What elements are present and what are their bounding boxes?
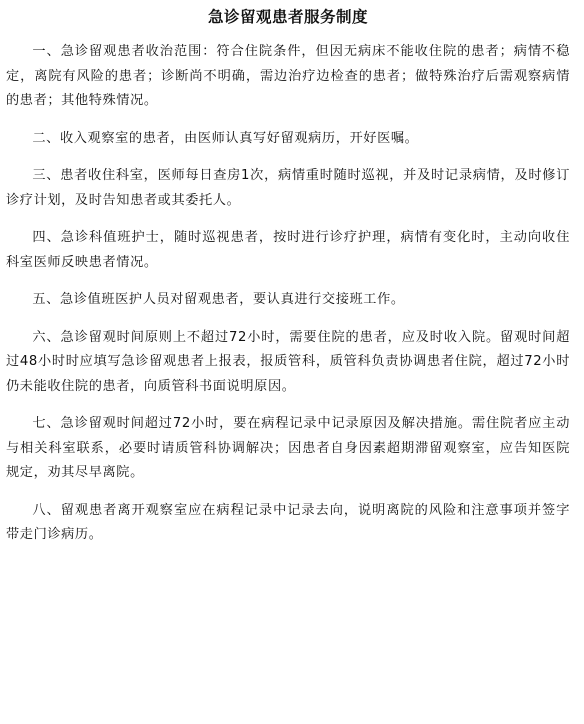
paragraph-scope: 一、急诊留观患者收治范围：符合住院条件，但因无病床不能收住院的患者；病情不稳定，离院有风险的患者；诊断尚不明确，需边治疗边检查的患者；做特殊治疗后需观察病情的患者；其他特殊情况。 xyxy=(6,44,570,108)
paragraph-admission-record: 二、收入观察室的患者，由医师认真写好留观病历，开好医嘱。 xyxy=(32,130,419,146)
paragraph-overstay: 七、急诊留观时间超过72小时，要在病程记录中记录原因及解决措施。需住院者应主动与相关科室联系，必要时请质管科协调解决；因患者自身因素超期滞留观察室，应告知医院规定，劝其尽早离院。 xyxy=(6,416,570,480)
paragraph-nurse-duty: 四、急诊科值班护士，随时巡视患者，按时进行诊疗护理，病情有变化时，主动向收住科室医师反映患者情况。 xyxy=(6,230,570,270)
paragraph-time-limit: 六、急诊留观时间原则上不超过72小时，需要住院的患者，应及时收入院。留观时间超过48小时时应填写急诊留观患者上报表，报质管科，质管科负责协调患者住院，超过72小时仍未能收住院的患者，向质管科书面说明原因。 xyxy=(6,329,570,394)
paragraph-handover: 五、急诊值班医护人员对留观患者，要认真进行交接班工作。 xyxy=(32,292,405,307)
paragraph-discharge: 八、留观患者离开观察室应在病程记录中记录去向，说明离院的风险和注意事项并签字带走门诊病历。 xyxy=(6,502,570,542)
document-title: 急诊留观患者服务制度 xyxy=(207,8,368,26)
paragraph-ward-rounds: 三、患者收住科室，医师每日查房1次，病情重时随时巡视，并及时记录病情，及时修订诊疗计划，及时告知患者或其委托人。 xyxy=(6,168,570,208)
